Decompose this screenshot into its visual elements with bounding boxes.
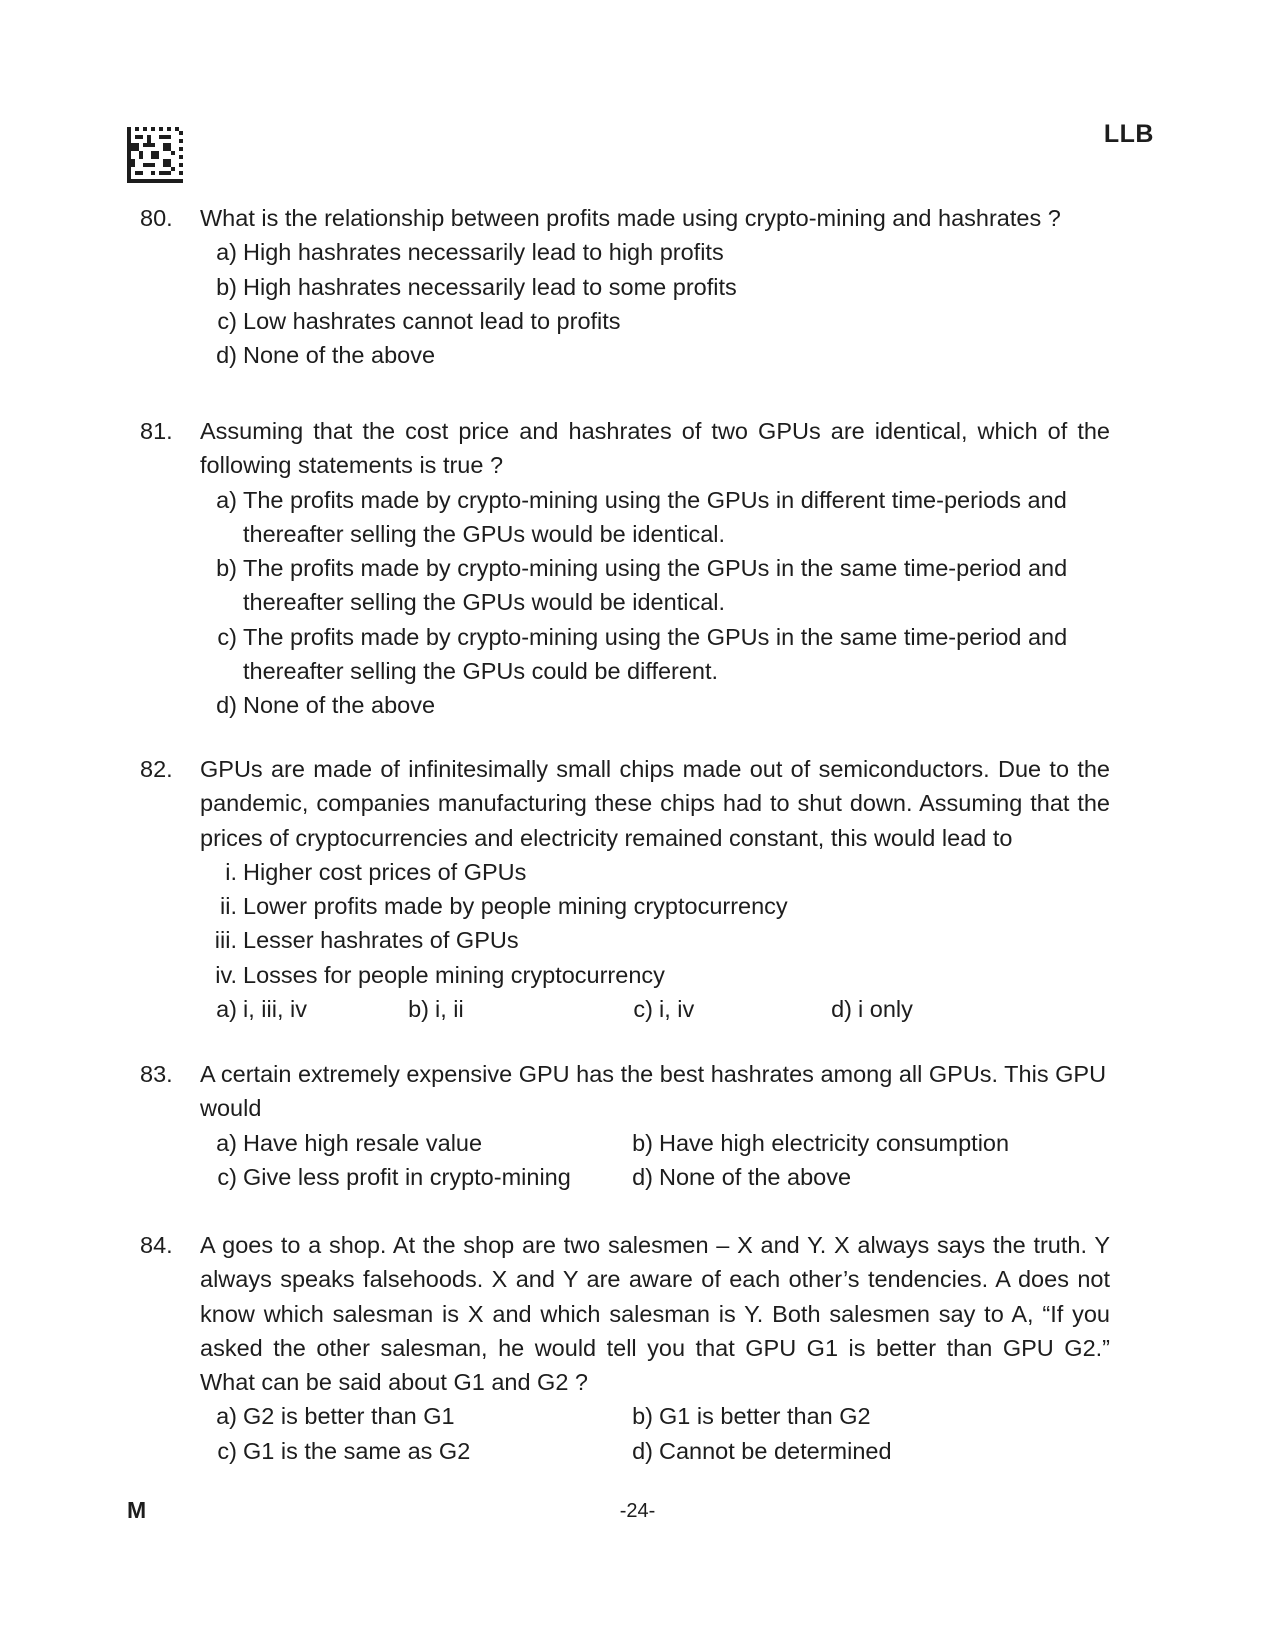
statement-text: Losses for people mining cryptocurrency	[243, 961, 665, 988]
question-84	[140, 1228, 1120, 1468]
option-b: b) The profits made by crypto-mining using the GPUs in the same time-period and thereafter selling the GPUs would be identical.	[216, 555, 1068, 616]
question-text: GPUs are made of infinitesimally small chips made out of semiconductors. Due to the pandemic, companies manufacturing these chips had to shut down. Assuming that the prices of cryptocurrencies and electricity remained constant, this would lead to	[200, 756, 1110, 851]
statement-ii: ii. Lower profits made by people mining cryptocurrency	[220, 893, 788, 920]
options-row: a) i, iii, iv b) i, ii c) i, iv d) i only	[216, 996, 913, 1023]
question-text: A certain extremely expensive GPU has the best hashrates among all GPUs. This GPU would	[200, 1061, 1107, 1122]
paper-code: LLB	[1103, 120, 1154, 148]
statement-text: Higher cost prices of GPUs	[243, 858, 527, 885]
option-text: The profits made by crypto-mining using the GPUs in different time-periods and thereafter selling the GPUs would be identical.	[243, 486, 1067, 547]
question-83	[140, 1057, 1120, 1194]
option-d: d) None of the above	[216, 342, 436, 369]
question-number: 84.	[140, 1232, 173, 1258]
options-row: c) G1 is the same as G2 d) Cannot be determined	[217, 1437, 892, 1464]
question-81	[140, 414, 1120, 723]
option-text: Low hashrates cannot lead to profits	[243, 307, 621, 334]
question-text: What is the relationship between profits made using crypto-mining and hashrates ?	[200, 205, 1061, 231]
options-row: a) G2 is better than G1 b) G1 is better than G2	[216, 1403, 871, 1430]
option-a: a) High hashrates necessarily lead to high profits	[216, 239, 724, 266]
data-matrix-code	[127, 127, 183, 183]
statement-i: i. Higher cost prices of GPUs	[225, 858, 527, 885]
question-text: Assuming that the cost price and hashrates of two GPUs are identical, which of the following statements is true ?	[200, 418, 1110, 479]
option-text: None of the above	[243, 342, 436, 369]
options-row: a) Have high resale value b) Have high electricity consumption	[216, 1129, 1010, 1156]
option-b: b) High hashrates necessarily lead to some profits	[216, 273, 737, 300]
question-number: 81.	[140, 418, 173, 444]
page-number: -24-	[619, 1500, 656, 1522]
question-number: 83.	[140, 1061, 173, 1087]
option-text: High hashrates necessarily lead to some profits	[243, 273, 737, 300]
option-text: The profits made by crypto-mining using the GPUs in the same time-period and thereafter selling the GPUs would be identical.	[243, 555, 1068, 616]
statement-text: Lower profits made by people mining cryptocurrency	[243, 893, 788, 920]
statement-iv: iv. Losses for people mining cryptocurrency	[215, 961, 665, 988]
statement-text: Lesser hashrates of GPUs	[243, 927, 519, 954]
option-text: None of the above	[243, 692, 436, 719]
option-text: High hashrates necessarily lead to high profits	[243, 239, 724, 266]
option-text: The profits made by crypto-mining using the GPUs in the same time-period and thereafter selling the GPUs could be different.	[243, 623, 1068, 685]
option-a: a) The profits made by crypto-mining using the GPUs in different time-periods and thereafter selling the GPUs would be identical.	[216, 486, 1067, 547]
series-code: M	[127, 1497, 147, 1523]
question-number: 80.	[140, 205, 173, 231]
question-80	[140, 201, 1120, 372]
statement-iii: iii. Lesser hashrates of GPUs	[214, 927, 519, 954]
question-82	[140, 752, 1120, 1026]
option-c: c) The profits made by crypto-mining using the GPUs in the same time-period and thereafter selling the GPUs could be different.	[217, 623, 1068, 685]
options-row: c) Give less profit in crypto-mining d) None of the above	[217, 1163, 852, 1190]
question-text: A goes to a shop. At the shop are two salesmen – X and Y. X always says the truth. Y always speaks falsehoods. X and Y are aware of each other’s tendencies. A does not know which salesman is X and which salesman is Y. Both salesmen say to A, “If you asked the other salesman, he would tell you that GPU G1 is better than GPU G2.” What can be said about G1 and G2 ?	[200, 1232, 1110, 1396]
question-number: 82.	[140, 756, 173, 782]
option-d: d) None of the above	[216, 692, 436, 719]
option-c: c) Low hashrates cannot lead to profits	[217, 307, 621, 334]
